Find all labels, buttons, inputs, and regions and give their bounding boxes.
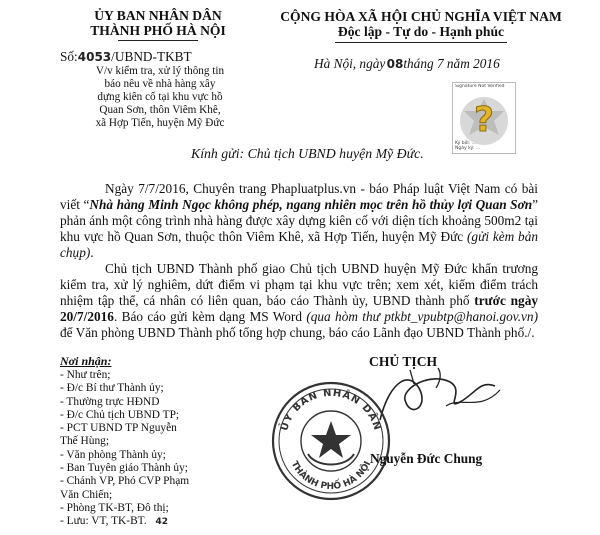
recipient-item: - Phòng TK-BT, Đô thị; [60, 501, 169, 514]
subject-block [60, 65, 260, 130]
paragraph-1 [60, 181, 538, 261]
subject-line: Quan Sơn, thôn Viêm Khê, [99, 104, 221, 116]
doc-suffix: /UBND-TKBT [111, 49, 192, 64]
seal-top-text: ỦY BAN NHÂN DÂN [279, 387, 383, 433]
handwritten-copy-count: 42 [155, 517, 169, 528]
subject-line: dựng kiên cố tại khu vực hồ [97, 91, 223, 103]
recipient-item: - Chánh VP, Phó CVP Phạm [60, 475, 190, 488]
recipient-item: - Văn phòng Thành ủy; [60, 448, 166, 461]
p1-rest: ” phản ánh một công trình nhà hàng được xây dựng kiên cố với diện tích khoảng 500m2 tại khu vực hồ Quan Sơn, thuộc thôn Viêm Khê, xã Hợp Tiến, huyện Mỹ Đức [60, 197, 539, 244]
p2-email-note: (qua hòm thư ptkbt_vpubtp@hanoi.gov.vn) [306, 309, 538, 324]
nation-line-2: Độc lập - Tự do - Hạnh phúc [337, 24, 505, 39]
signature-validity-box[interactable] [452, 82, 516, 154]
date-suffix: tháng 7 năm 2016 [403, 56, 500, 71]
p1-article-title: Nhà hàng Minh Ngọc không phép, ngang nhiên mọc trên hồ thủy lợi Quan Sơn [89, 197, 533, 212]
signer-title: CHỦ TỊCH [369, 354, 438, 369]
date-day-handwritten: 08 [386, 57, 404, 71]
recipients-block [60, 354, 260, 530]
recipients-title: Nơi nhận: [60, 354, 112, 368]
place-date [314, 56, 500, 72]
signature-label-top: Signature Not Verified [455, 84, 505, 89]
org-line-1: ỦY BAN NHÂN DÂN [94, 8, 222, 23]
recipient-item: - Như trên; [60, 369, 111, 381]
recipient-item: Văn Chiến; [60, 488, 113, 501]
org-line-2: THÀNH PHỐ HÀ NỘI [90, 23, 226, 38]
national-title [256, 9, 586, 40]
recipient-item: - Đ/c Bí thư Thành ủy; [60, 382, 164, 395]
recipient-item-archive: - Lưu: VT, TK-BT. [60, 515, 147, 528]
subject-line: báo nêu về nhà hàng xây [104, 78, 216, 90]
doc-number-handwritten: 4053 [77, 50, 112, 64]
recipient-line: Kính gửi: Chủ tịch UBND huyện Mỹ Đức. [191, 146, 424, 161]
doc-prefix: Số: [60, 49, 78, 64]
p2-deadline: trước ngày 20/7/2016 [60, 293, 538, 324]
recipient-item [60, 515, 260, 529]
motto-underline [335, 42, 507, 43]
recipient-item: - Đ/c Chủ tịch UBND TP; [60, 408, 180, 421]
subject-line: xã Hợp Tiến, huyện Mỹ Đức [95, 117, 225, 129]
p2-rest: để Văn phòng UBND Thành phố tổng hợp chung, báo cáo Lãnh đạo UBND Thành phố./. [60, 325, 535, 340]
recipient-item: Thế Hùng; [60, 435, 110, 448]
recipients-list [60, 369, 260, 530]
svg-text:?: ? [474, 100, 494, 140]
org-name [62, 8, 254, 38]
signature-label-signer: Ký bởi: ... [455, 141, 476, 146]
document-number [60, 49, 192, 65]
nation-line-1: CỘNG HÒA XÃ HỘI CHỦ NGHĨA VIỆT NAM [280, 9, 562, 24]
recipient-item: - Ban Tuyên giáo Thành ủy; [60, 462, 188, 475]
p2-mid: . Báo cáo gửi kèm dạng MS Word [113, 309, 307, 324]
p2-lead: Chủ tịch UBND Thành phố giao Chủ tịch UBND huyện Mỹ Đức khẩn trương kiểm tra, xử lý nghiêm, dứt điểm vi phạm tại khu vực trên; xem xét, kiểm điểm trách nhiệm tập thể, cá nhân có liên quan, báo cáo Thành ủy, UBND thành phố [60, 261, 538, 308]
date-prefix: Hà Nội, ngày [314, 56, 386, 71]
org-underline [118, 40, 198, 41]
recipient-item: - PCT UBND TP Nguyễn [60, 422, 177, 435]
seal-star-icon [311, 421, 351, 458]
p1-lead: Ngày 7/7/2016, Chuyên trang Phapluatplus.vn - báo Pháp luật Việt Nam có bài viết “ [60, 181, 538, 212]
paragraph-2 [60, 261, 538, 341]
official-seal [266, 376, 396, 506]
seal-bottom-text: THÀNH PHỐ HÀ NỘI [288, 459, 374, 493]
subject-line: V/v kiểm tra, xử lý thông tin [95, 65, 225, 77]
signature-label-date: Ngày ký: ... [455, 146, 481, 151]
p1-end: . [90, 245, 94, 260]
p1-attachment-note: (gửi kèm bản chụp) [60, 229, 538, 260]
signer-name: Nguyễn Đức Chung [370, 451, 483, 466]
recipient-item: - Thường trực HĐND [60, 395, 160, 408]
